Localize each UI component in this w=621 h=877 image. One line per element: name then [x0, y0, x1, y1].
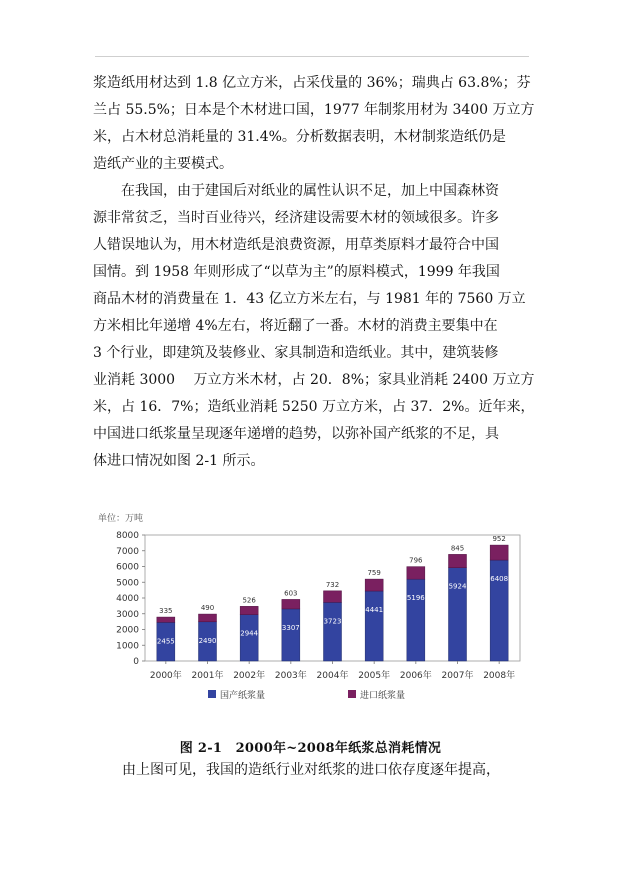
text-line: 在我国，由于建国后对纸业的属性认识不足，加上中国森林资 [121, 183, 499, 199]
legend-label-import: 进口纸浆量 [360, 691, 406, 701]
data-label-import: 732 [325, 580, 340, 589]
chart-figure [90, 508, 530, 713]
legend-swatch-import [348, 690, 356, 698]
closing-paragraph: 由上图可见，我国的造纸行业对纸浆的进口依存度逐年提高， [122, 762, 500, 778]
bar-import [199, 614, 217, 622]
data-label-domestic: 6408 [490, 575, 509, 584]
data-label-import: 335 [159, 607, 173, 616]
bar-domestic [240, 615, 258, 661]
x-tick-label: 2007年 [441, 671, 474, 681]
x-tick-label: 2005年 [358, 671, 391, 681]
y-tick-label: 3000 [116, 609, 139, 620]
text-line: 米，占木材总消耗量的 31.4%。分析数据表明，木材制浆造纸仍是 [93, 129, 506, 145]
data-label-import: 845 [450, 544, 465, 553]
data-label-import: 526 [242, 596, 256, 605]
data-label-domestic: 3307 [281, 623, 300, 632]
text-line: 人错误地认为，用木材造纸是浪费资源，用草类原料才最符合中国 [93, 237, 499, 253]
data-label-domestic: 2944 [240, 629, 259, 638]
data-label-domestic: 5196 [406, 594, 425, 603]
text-line: 方米相比年递增 4%左右，将近翻了一番。木材的消费主要集中在 [93, 318, 498, 334]
bar-import [407, 567, 425, 580]
text-line: 造纸产业的主要模式。 [93, 156, 233, 172]
paragraph-1 [93, 70, 533, 178]
bar-import [282, 599, 300, 608]
x-tick-label: 2004年 [316, 671, 349, 681]
data-label-domestic: 3723 [323, 617, 342, 626]
text-line: 3 个行业，即建筑及装修业、家具制造和造纸业。其中，建筑装修 [93, 345, 499, 361]
data-label-domestic: 5924 [448, 582, 467, 591]
bar-import [449, 554, 467, 567]
paragraph-2 [93, 178, 533, 475]
bar-import [240, 606, 258, 614]
bar-import [365, 579, 383, 591]
bar-domestic [449, 568, 467, 661]
bar-domestic [365, 591, 383, 661]
y-tick-label: 7000 [116, 546, 139, 557]
bar-domestic [282, 609, 300, 661]
text-line: 国情。到 1958 年则形成了“以草为主”的原料模式，1999 年我国 [93, 264, 500, 280]
text-line: 中国进口纸浆量呈现逐年递增的趋势，以弥补国产纸浆的不足，具 [93, 426, 499, 442]
y-tick-label: 0 [133, 657, 139, 667]
x-tick-label: 2000年 [149, 671, 182, 681]
x-tick-label: 2008年 [483, 671, 516, 681]
legend-swatch-domestic [208, 690, 216, 698]
y-tick-label: 4000 [116, 594, 139, 604]
bar-import [157, 617, 175, 622]
data-label-domestic: 4441 [365, 606, 384, 615]
text-line: 浆造纸用材达到 1.8 亿立方米，占采伐量的 36%；瑞典占 63.8%；芬 [93, 75, 531, 91]
bar-import [324, 591, 342, 603]
x-tick-label: 2003年 [274, 671, 307, 681]
text-line: 商品木材的消费量在 1．43 亿立方米左右，与 1981 年的 7560 万立 [93, 291, 526, 307]
x-tick-label: 2006年 [399, 671, 432, 681]
data-label-import: 490 [200, 604, 215, 613]
y-tick-label: 6000 [116, 562, 139, 573]
text-line: 米，占 16．7%；造纸业消耗 5250 万立方米，占 37．2%。近年来， [93, 399, 535, 415]
x-tick-label: 2001年 [191, 671, 224, 681]
unit-label: 单位：万吨 [98, 514, 144, 524]
text-line: 业消耗 3000 万立方米木材，占 20．8%；家具业消耗 2400 万立方 [93, 372, 535, 388]
legend-label-domestic: 国产纸浆量 [220, 691, 266, 701]
data-label-domestic: 2455 [156, 637, 175, 646]
data-label-domestic: 2490 [198, 636, 217, 645]
bar-import [490, 545, 508, 560]
figure-caption: 图 2-1 2000年~2008年纸浆总消耗情况 [179, 741, 442, 756]
data-label-import: 759 [367, 569, 381, 578]
y-tick-label: 8000 [116, 531, 139, 541]
stacked-bar-chart [90, 508, 530, 713]
y-tick-label: 2000 [116, 625, 139, 636]
data-label-import: 952 [492, 535, 506, 544]
data-label-import: 603 [284, 589, 298, 598]
bar-domestic [407, 579, 425, 661]
header-rule [95, 56, 529, 57]
text-line: 源非常贫乏，当时百业待兴，经济建设需要木材的领域很多。许多 [93, 210, 499, 226]
text-line: 体进口情况如图 2-1 所示。 [93, 453, 265, 469]
x-tick-label: 2002年 [233, 671, 266, 681]
text-line: 兰占 55.5%；日本是个木材进口国，1977 年制浆用材为 3400 万立方 [93, 102, 535, 118]
y-tick-label: 5000 [116, 578, 139, 589]
data-label-import: 796 [409, 556, 423, 565]
bar-domestic [324, 602, 342, 661]
y-tick-label: 1000 [116, 641, 139, 652]
